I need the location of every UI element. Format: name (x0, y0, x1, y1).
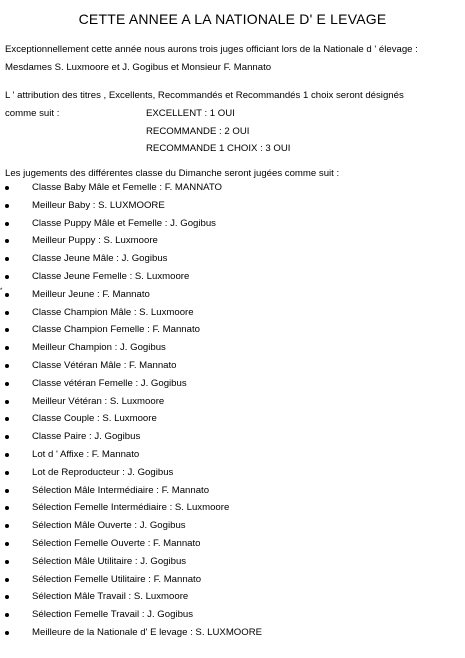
list-item (0, 447, 465, 465)
bullet-icon (5, 239, 9, 243)
list-item (0, 394, 465, 412)
class-judge-text: Meilleur Puppy : S. Luxmoore (32, 235, 158, 247)
class-judge-text: Classe Champion Mâle : S. Luxmoore (32, 306, 194, 318)
list-item (0, 269, 465, 287)
bullet-icon (5, 346, 9, 350)
bullet-icon (5, 222, 9, 226)
class-judge-text: Meilleur Jeune : F. Mannato (32, 288, 150, 300)
list-item (0, 251, 465, 269)
class-judge-text: Classe Jeune Mâle : J. Gogibus (32, 253, 168, 265)
judgings-intro: Les jugements des différentes classe du Dimanche seront jugées comme suit : (5, 168, 340, 179)
list-item (0, 411, 465, 429)
class-judge-text: Sélection Mâle Utilitaire : J. Gogibus (32, 555, 187, 567)
rank-recommande-1-choix: RECOMMANDE 1 CHOIX : 3 OUI (146, 143, 291, 154)
class-judge-text: Sélection Femelle Utilitaire : F. Mannato (32, 573, 202, 585)
list-item (0, 180, 465, 198)
bullet-icon (5, 471, 9, 475)
class-judge-text: Classe Vétéran Mâle : F. Mannato (32, 359, 177, 371)
class-judge-text: Sélection Femelle Travail : J. Gogibus (32, 609, 194, 621)
class-judge-text: Classe Puppy Mâle et Femelle : J. Gogibus (32, 217, 216, 229)
class-judge-text: Meilleur Baby : S. LUXMOORE (32, 199, 165, 211)
rank-recommande: RECOMMANDE : 2 OUI (146, 126, 250, 137)
list-item (0, 518, 465, 536)
bullet-icon (5, 311, 9, 315)
class-judge-text: Classe Baby Mâle et Femelle : F. MANNATO (32, 182, 222, 193)
bullet-icon (5, 417, 9, 421)
bullet-icon (5, 631, 9, 635)
class-judge-text: Lot de Reproducteur : J. Gogibus (32, 466, 174, 478)
list-item (0, 554, 465, 572)
list-item (0, 322, 465, 340)
list-item (0, 589, 465, 607)
rank-excellent: EXCELLENT : 1 OUI (146, 108, 235, 119)
list-item (0, 233, 465, 251)
bullet-icon (5, 542, 9, 546)
class-judge-text: Sélection Mâle Intermédiaire : F. Mannato (32, 484, 210, 496)
list-item (0, 198, 465, 216)
list-item (0, 305, 465, 323)
class-judge-text: Classe Couple : S. Luxmoore (32, 413, 157, 425)
attribution-line-1: L ' attribution des titres , Excellents, Recommandés et Recommandés 1 choix seront désignés (5, 90, 404, 101)
bullet-icon (5, 489, 9, 493)
bullet-icon (5, 613, 9, 617)
bullet-icon (5, 204, 9, 208)
intro-line-2: Mesdames S. Luxmoore et J. Gogibus et Monsieur F. Mannato (5, 62, 272, 73)
bullet-icon (5, 293, 9, 297)
bullet-icon (5, 595, 9, 599)
list-item (0, 376, 465, 394)
class-judge-text: Lot d ' Affixe : F. Mannato (32, 448, 140, 460)
list-item (0, 607, 465, 625)
class-judge-text: Meilleure de la Nationale d' E levage : S. LUXMOORE (32, 626, 263, 638)
class-judge-text: Classe vétéran Femelle : J. Gogibus (32, 377, 187, 389)
attribution-line-2: comme suit : (5, 108, 60, 119)
list-item (0, 572, 465, 590)
list-item (0, 625, 465, 643)
bullet-icon (5, 257, 9, 261)
class-judge-text: Classe Jeune Femelle : S. Luxmoore (32, 270, 190, 282)
bullet-icon (5, 435, 9, 439)
bullet-icon (5, 524, 9, 528)
page-title: CETTE ANNEE A LA NATIONALE D' E LEVAGE (78, 11, 387, 27)
list-item (0, 287, 465, 305)
list-item (0, 536, 465, 554)
list-item (0, 483, 465, 501)
list-item (0, 340, 465, 358)
bullet-icon (5, 506, 9, 510)
bullet-icon (5, 382, 9, 386)
bullet-icon (5, 453, 9, 457)
class-judge-text: Sélection Mâle Ouverte : J. Gogibus (32, 520, 186, 532)
class-judge-text: Sélection Mâle Travail : S. Luxmoore (32, 591, 189, 603)
bullet-icon (5, 560, 9, 564)
class-judge-list (0, 180, 465, 643)
class-judge-text: Meilleur Vétéran : S. Luxmoore (32, 395, 165, 407)
class-judge-text: Sélection Femelle Ouverte : F. Mannato (32, 537, 201, 549)
bullet-icon (5, 186, 9, 190)
bullet-icon (5, 400, 9, 404)
bullet-icon (5, 578, 9, 582)
class-judge-text: Meilleur Champion : J. Gogibus (32, 342, 166, 354)
class-judge-text: Classe Paire : J. Gogibus (32, 431, 141, 443)
class-judge-text: Classe Champion Femelle : F. Mannato (32, 324, 200, 336)
list-item (0, 465, 465, 483)
list-item (0, 429, 465, 447)
list-item (0, 500, 465, 518)
stray-asterisk-mark: * (0, 288, 3, 294)
list-item (0, 216, 465, 234)
bullet-icon (5, 275, 9, 279)
list-item (0, 358, 465, 376)
bullet-icon (5, 364, 9, 368)
class-judge-text: Sélection Femelle Intermédiaire : S. Luxmoore (32, 502, 230, 514)
bullet-icon (5, 328, 9, 332)
intro-line-1: Exceptionnellement cette année nous aurons trois juges officiant lors de la Nationale d ' élevage : (5, 44, 418, 55)
